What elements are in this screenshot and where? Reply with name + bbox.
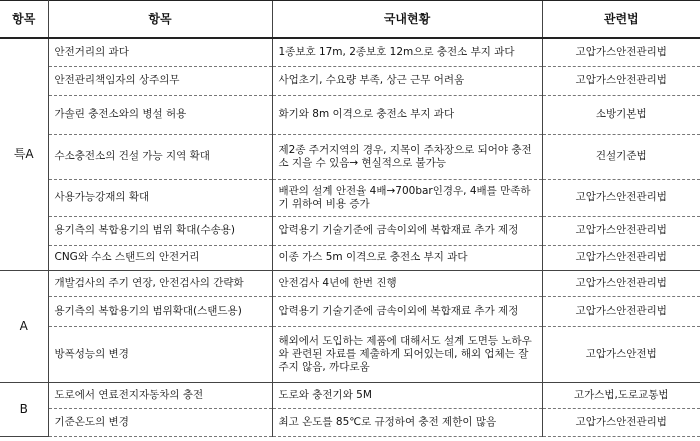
law-cell: 고압가스안전법 — [542, 326, 700, 382]
status-cell: 해외에서 도입하는 제품에 대해서도 설계 도면등 노하우와 관련된 자료를 제출하게 되어있는데, 해외 업체는 잘 주지 않음, 까다로움 — [272, 326, 542, 382]
item-cell: 안전관리책임자의 상주의무 — [48, 66, 272, 95]
header-item: 항목 — [48, 1, 272, 39]
item-cell: 가솔린 충전소와의 병설 허용 — [48, 95, 272, 134]
law-cell: 고압가스안전관리법 — [542, 66, 700, 95]
table-row — [0, 245, 700, 270]
table-row — [0, 270, 700, 296]
group-label-b: B — [0, 382, 48, 436]
status-cell: 사업초기, 수요량 부족, 상근 근무 어려움 — [272, 66, 542, 95]
item-cell: 방폭성능의 변경 — [48, 326, 272, 382]
status-cell: 제2종 주거지역의 경우, 지목이 주차장으로 되어야 충전소 지을 수 있음→ 현실적으로 불가능 — [272, 134, 542, 179]
table-row — [0, 296, 700, 326]
status-cell: 압력용기 기술기준에 금속이외에 복합재료 추가 제정 — [272, 216, 542, 245]
header-related-law: 관련법 — [542, 1, 700, 39]
item-cell: 안전거리의 과다 — [48, 38, 272, 66]
table-row — [0, 326, 700, 382]
item-cell: 사용가능강재의 확대 — [48, 179, 272, 216]
item-cell: 기준온도의 변경 — [48, 408, 272, 436]
status-cell: 도로와 충전기와 5M — [272, 382, 542, 408]
status-cell: 1종보호 17m, 2종보호 12m으로 충전소 부지 과다 — [272, 38, 542, 66]
table-row — [0, 408, 700, 436]
table-row — [0, 179, 700, 216]
table-row — [0, 38, 700, 66]
law-cell: 고압가스안전관리법 — [542, 179, 700, 216]
status-cell: 압력용기 기술기준에 금속이외에 복합재료 추가 제정 — [272, 296, 542, 326]
header-domestic-status: 국내현황 — [272, 1, 542, 39]
status-cell: 최고 온도를 85℃로 규정하여 충전 제한이 많음 — [272, 408, 542, 436]
header-category: 항목 — [0, 1, 48, 39]
law-cell: 건설기준법 — [542, 134, 700, 179]
status-cell: 이종 가스 5m 이격으로 충전소 부지 과다 — [272, 245, 542, 270]
item-cell: 수소충전소의 건설 가능 지역 확대 — [48, 134, 272, 179]
group-label-a: A — [0, 270, 48, 382]
table-row — [0, 134, 700, 179]
status-cell: 배관의 설계 안전율 4배→700bar인경우, 4배를 만족하기 위하여 비용 증가 — [272, 179, 542, 216]
law-cell: 고압가스안전관리법 — [542, 216, 700, 245]
item-cell: 용기측의 복합용기의 범위확대(스탠드용) — [48, 296, 272, 326]
item-cell: 개발검사의 주기 연장, 안전검사의 간략화 — [48, 270, 272, 296]
item-cell: 용기측의 복합용기의 범위 확대(수송용) — [48, 216, 272, 245]
header-row — [0, 1, 700, 39]
table-row — [0, 216, 700, 245]
status-cell: 안전검사 4년에 한번 진행 — [272, 270, 542, 296]
law-cell: 고압가스안전관리법 — [542, 270, 700, 296]
law-cell: 고압가스안전관리법 — [542, 38, 700, 66]
status-cell: 화기와 8m 이격으로 충전소 부지 과다 — [272, 95, 542, 134]
law-cell: 고압가스안전관리법 — [542, 245, 700, 270]
table-row — [0, 382, 700, 408]
law-cell: 고압가스안전관리법 — [542, 408, 700, 436]
item-cell: 도로에서 연료전지자동차의 충전 — [48, 382, 272, 408]
law-cell: 고가스법,도로교통법 — [542, 382, 700, 408]
law-cell: 고압가스안전관리법 — [542, 296, 700, 326]
item-cell: CNG와 수소 스탠드의 안전거리 — [48, 245, 272, 270]
law-cell: 소방기본법 — [542, 95, 700, 134]
table-row — [0, 66, 700, 95]
table-row — [0, 95, 700, 134]
group-label-special-a: 특A — [0, 38, 48, 270]
